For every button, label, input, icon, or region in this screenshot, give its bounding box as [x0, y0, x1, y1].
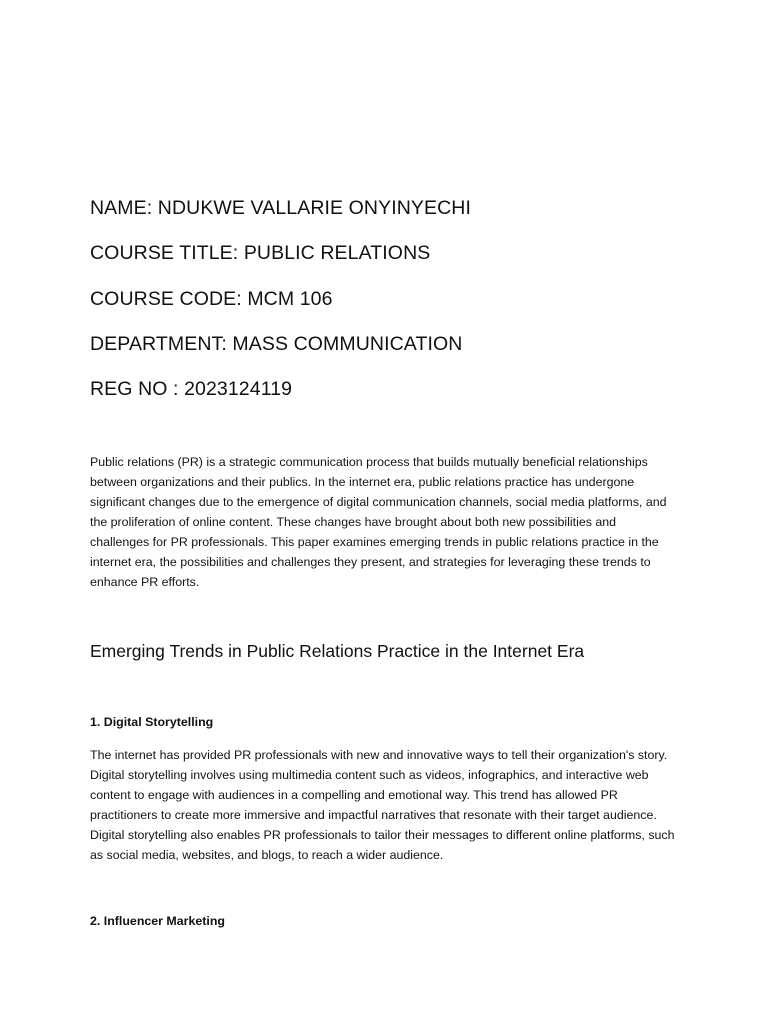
subsection-heading-digital-storytelling: 1. Digital Storytelling [90, 715, 214, 729]
course-code: COURSE CODE: MCM 106 [90, 288, 333, 310]
reg-no: REG NO : 2023124119 [90, 378, 293, 400]
course-title: COURSE TITLE: PUBLIC RELATIONS [90, 242, 431, 264]
department: DEPARTMENT: MASS COMMUNICATION [90, 333, 463, 355]
intro-paragraph: Public relations (PR) is a strategic communication process that builds mutually beneficial relationships between organizations and their publics. In the internet era, public relations practice has undergone significant changes due to the emergence of digital communication channels, social media platforms, and the proliferation of online content. These changes have brought about both new possibilities and challenges for PR professionals. This paper examines emerging trends in public relations practice in the internet era, the possibilities and challenges they present, and strategies for leveraging these trends to enhance PR efforts. [90, 455, 667, 589]
subsection-paragraph-digital-storytelling: The internet has provided PR professionals with new and innovative ways to tell their organization's story. Digital storytelling involves using multimedia content such as videos, infographics, and interactive web content to engage with audiences in a compelling and emotional way. This trend has allowed PR practitioners to create more immersive and impactful narratives that resonate with their target audience. Digital storytelling also enables PR professionals to tailor their messages to different online platforms, such as social media, websites, and blogs, to reach a wider audience. [90, 748, 675, 862]
subsection-heading-influencer-marketing: 2. Influencer Marketing [90, 914, 225, 928]
section-heading: Emerging Trends in Public Relations Practice in the Internet Era [90, 641, 585, 661]
student-name: NAME: NDUKWE VALLARIE ONYINYECHI [90, 197, 471, 219]
